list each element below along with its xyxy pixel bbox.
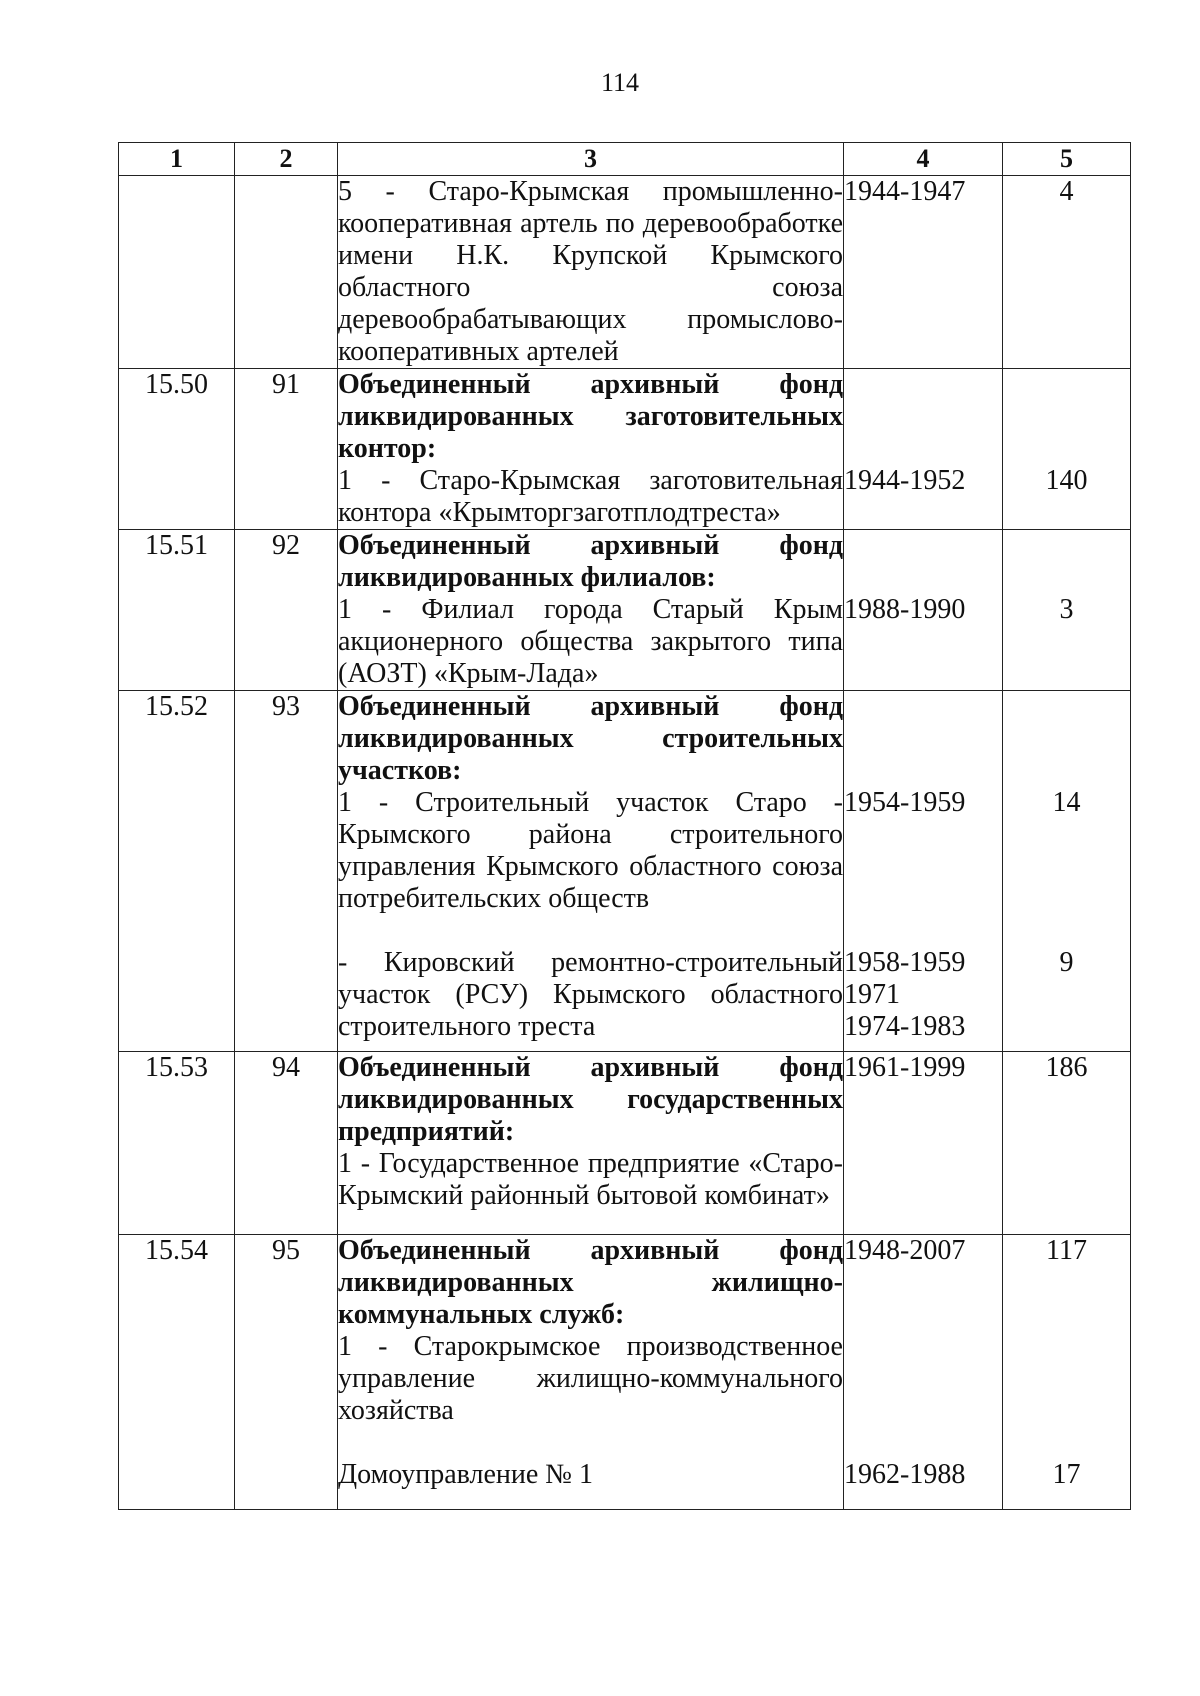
- row-description: [338, 691, 844, 1052]
- fund-title: Объединенный архивный фонд ликвидированных филиалов:: [338, 530, 843, 593]
- row-years: [844, 530, 1003, 691]
- item-count: 140: [1045, 465, 1088, 496]
- row-index: 15.54: [119, 1235, 235, 1510]
- table-row: [119, 530, 1131, 691]
- fund-years: 1948-2007: [844, 1235, 966, 1266]
- item-count: 14: [1052, 787, 1081, 818]
- item-text: 5 - Старо-Крымская промышленно-кооперативная артель по деревообработке имени Н.К. Крупской Крымского областного союза деревообрабатывающих промыслово-кооперативных артелей: [338, 176, 843, 367]
- item-text: 1 - Старо-Крымская заготовительная контора «Крымторгзаготплодтреста»: [338, 465, 843, 528]
- row-index: [119, 176, 235, 369]
- table-row: [119, 1235, 1131, 1510]
- fund-count: 117: [1046, 1235, 1087, 1266]
- row-years: [844, 691, 1003, 1052]
- item-text: 1 - Государственное предприятие «Старо-Крымский районный бытовой комбинат»: [338, 1148, 843, 1211]
- item-years: 1962-1988: [844, 1459, 966, 1490]
- item-years: 1944-1952: [844, 465, 966, 496]
- table-row: [119, 369, 1131, 530]
- row-count: [1003, 530, 1131, 691]
- row-index: 15.50: [119, 369, 235, 530]
- fund-years: 1961-1999: [844, 1052, 966, 1083]
- header-col-4: 4: [844, 143, 1003, 176]
- row-index: 15.52: [119, 691, 235, 1052]
- table-row: [119, 176, 1131, 369]
- row-years: [844, 369, 1003, 530]
- fund-count: 186: [1045, 1052, 1088, 1083]
- item-years: 1944-1947: [844, 176, 966, 207]
- row-description: [338, 369, 844, 530]
- header-col-1: 1: [119, 143, 235, 176]
- row-index: 15.51: [119, 530, 235, 691]
- row-fund-number: [235, 176, 338, 369]
- item-count: 17: [1052, 1459, 1081, 1490]
- fund-title: Объединенный архивный фонд ликвидированных жилищно-коммунальных служб:: [338, 1235, 843, 1330]
- item-text: 1 - Старокрымское производственное управление жилищно-коммунального хозяйства: [338, 1331, 843, 1426]
- item-count: 4: [1059, 176, 1074, 207]
- row-count: [1003, 176, 1131, 369]
- item-text: - Кировский ремонтно-строительный участок (РСУ) Крымского областного строительного треста: [338, 947, 843, 1042]
- fund-title: Объединенный архивный фонд ликвидированных заготовительных контор:: [338, 369, 843, 464]
- row-years: [844, 1052, 1003, 1235]
- row-description: [338, 530, 844, 691]
- item-count: 3: [1059, 594, 1074, 625]
- header-col-2: 2: [235, 143, 338, 176]
- row-description: [338, 1052, 844, 1235]
- item-years: 1988-1990: [844, 594, 966, 625]
- table-row: [119, 691, 1131, 1052]
- row-fund-number: 92: [235, 530, 338, 691]
- header-col-5: 5: [1003, 143, 1131, 176]
- row-description: [338, 1235, 844, 1510]
- row-fund-number: 95: [235, 1235, 338, 1510]
- row-count: [1003, 1235, 1131, 1510]
- row-count: [1003, 369, 1131, 530]
- fund-title: Объединенный архивный фонд ликвидированных государственных предприятий:: [338, 1052, 843, 1147]
- item-text: Домоуправление № 1: [338, 1459, 593, 1490]
- row-count: [1003, 691, 1131, 1052]
- table-header-row: [119, 143, 1131, 176]
- row-years: [844, 176, 1003, 369]
- row-index: 15.53: [119, 1052, 235, 1235]
- item-text: 1 - Строительный участок Старо - Крымского района строительного управления Крымского областного союза потребительских обществ: [338, 787, 843, 914]
- row-description: [338, 176, 844, 369]
- item-count: 9: [1059, 947, 1074, 978]
- page-number: 114: [600, 68, 640, 97]
- row-fund-number: 91: [235, 369, 338, 530]
- row-count: [1003, 1052, 1131, 1235]
- archive-fund-table: [118, 142, 1131, 1510]
- table-row: [119, 1052, 1131, 1235]
- item-years: 1954-1959: [844, 787, 966, 818]
- item-text: 1 - Филиал города Старый Крым акционерного общества закрытого типа (АОЗТ) «Крым-Лада»: [338, 594, 843, 689]
- fund-title: Объединенный архивный фонд ликвидированных строительных участков:: [338, 691, 843, 786]
- row-fund-number: 94: [235, 1052, 338, 1235]
- item-years: 1958-1959 1971 1974-1983: [844, 947, 966, 1042]
- row-fund-number: 93: [235, 691, 338, 1052]
- row-years: [844, 1235, 1003, 1510]
- header-col-3: 3: [338, 143, 844, 176]
